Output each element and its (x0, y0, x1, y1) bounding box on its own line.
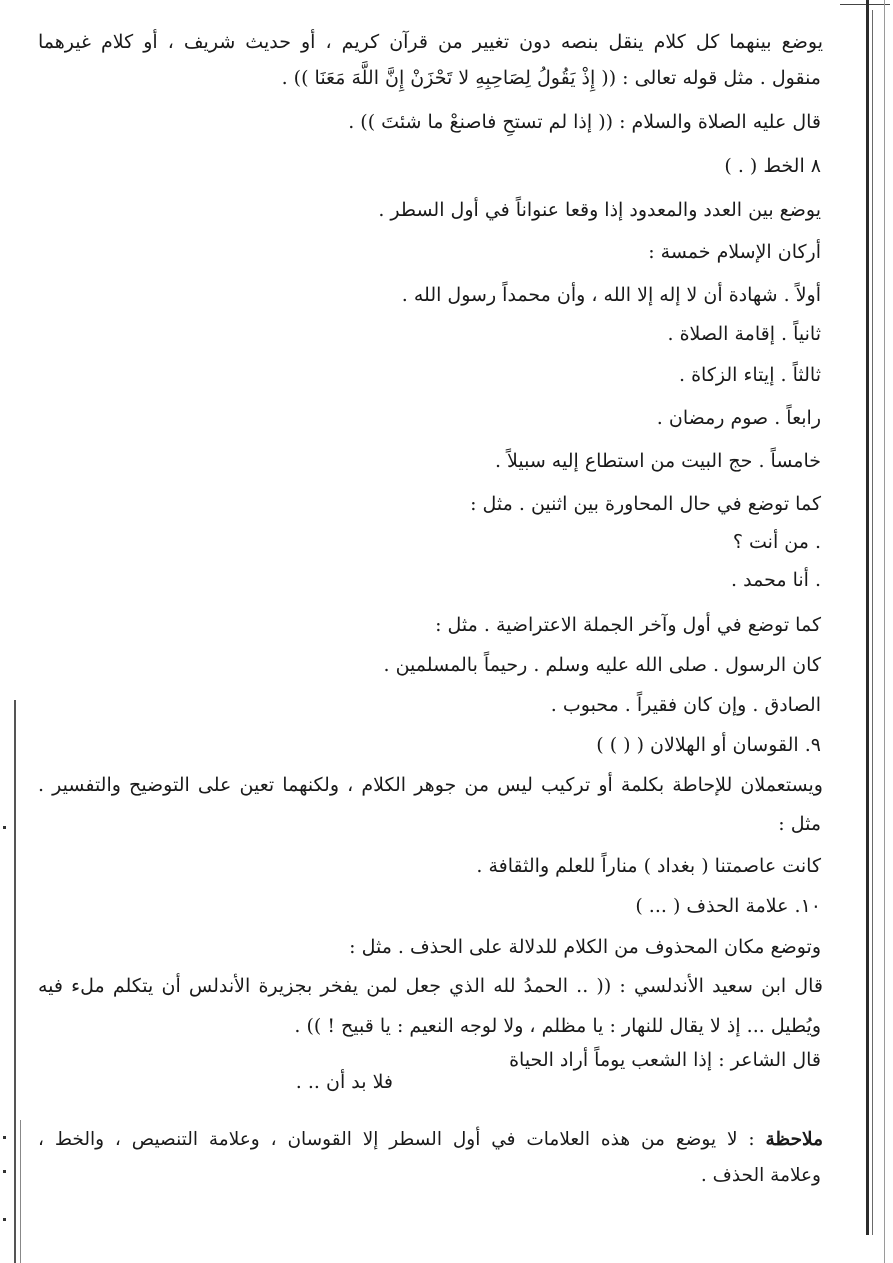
example-line: الصادق . وإن كان فقيراً . محبوب . (550, 694, 821, 716)
section-heading: ٨ الخط ( . ) (724, 155, 821, 177)
text-line: كما توضع في أول وآخر الجملة الاعتراضية . مثل : (435, 614, 821, 636)
list-item: ثالثاً . إيتاء الزكاة . (679, 364, 821, 386)
note-text: : لا يوضع من هذه العلامات في أول السطر إلا القوسان ، وعلامة التنصيص ، والخط ، (38, 1129, 766, 1150)
text-line: وتوضع مكان المحذوف من الكلام للدلالة على الحذف . مثل : (349, 936, 821, 958)
note-line (38, 1128, 823, 1152)
scan-speck (3, 826, 6, 829)
scan-edge-right-outer (884, 0, 885, 1263)
text-line: منقول . مثل قوله تعالى : (( إِذْ يَقُولُ لِصَاحِبِهِ لا تَحْزَنْ إِنَّ اللَّهَ مَعَنَا )) . (281, 67, 821, 89)
dialogue-line: . من أنت ؟ (732, 531, 821, 553)
scan-speck (3, 1136, 6, 1139)
poem-line: قال الشاعر : إذا الشعب يوماً أراد الحياة (509, 1049, 821, 1071)
list-item: ثانياً . إقامة الصلاة . (667, 323, 821, 345)
section-heading: ١٠. علامة الحذف ( ... ) (635, 895, 821, 917)
list-item: خامساً . حج البيت من استطاع إليه سبيلاً . (494, 450, 821, 472)
poem-line-second-half: فلا بد أن .. . (295, 1071, 393, 1093)
scan-speck (3, 1170, 6, 1173)
text-line: قال ابن سعيد الأندلسي : (( .. الحمدُ لله الذي جعل لمن يفخر بجزيرة الأندلس أن يتكلم ملء فيه (38, 975, 823, 997)
note-continuation: وعلامة الحذف . (700, 1165, 821, 1186)
text-line: مثل : (778, 813, 821, 835)
scan-edge-left (14, 700, 16, 1263)
text-line: يوضع بين العدد والمعدود إذا وقعا عنواناً في أول السطر . (378, 199, 821, 221)
list-item: رابعاً . صوم رمضان . (656, 407, 821, 429)
scan-edge-left-inner (20, 1120, 21, 1263)
note-label: ملاحظة (765, 1129, 823, 1150)
example-line: كانت عاصمتنا ( بغداد ) مناراً للعلم والثقافة . (476, 855, 821, 877)
section-heading: ٩. القوسان أو الهلالان ( ( ) ) (596, 734, 821, 756)
scan-edge-right (866, 0, 869, 1235)
text-line: ويُطيل ... إذ لا يقال للنهار : يا مظلم ، ولا لوجه النعيم : يا قبيح ! )) . (294, 1015, 821, 1037)
scan-speck (3, 1218, 6, 1221)
list-item: أولاً . شهادة أن لا إله إلا الله ، وأن محمداً رسول الله . (401, 284, 821, 306)
scan-edge-top (840, 4, 890, 5)
scan-edge-right-inner (872, 10, 873, 1235)
text-line: ويستعملان للإحاطة بكلمة أو تركيب ليس من جوهر الكلام ، ولكنهما تعين على التوضيح والتفسير . (38, 774, 823, 796)
text-line: أركان الإسلام خمسة : (648, 241, 821, 263)
text-line: يوضع بينهما كل كلام ينقل بنصه دون تغيير من قرآن كريم ، أو حديث شريف ، أو كلام غيرهما (38, 31, 823, 53)
text-line: كما توضع في حال المحاورة بين اثنين . مثل : (470, 493, 821, 515)
example-line: كان الرسول . صلى الله عليه وسلم . رحيماً بالمسلمين . (383, 654, 821, 676)
dialogue-line: . أنا محمد . (731, 569, 821, 591)
text-line: قال عليه الصلاة والسلام : (( إذا لم تستحِ فاصنعْ ما شئتَ )) . (348, 111, 821, 133)
